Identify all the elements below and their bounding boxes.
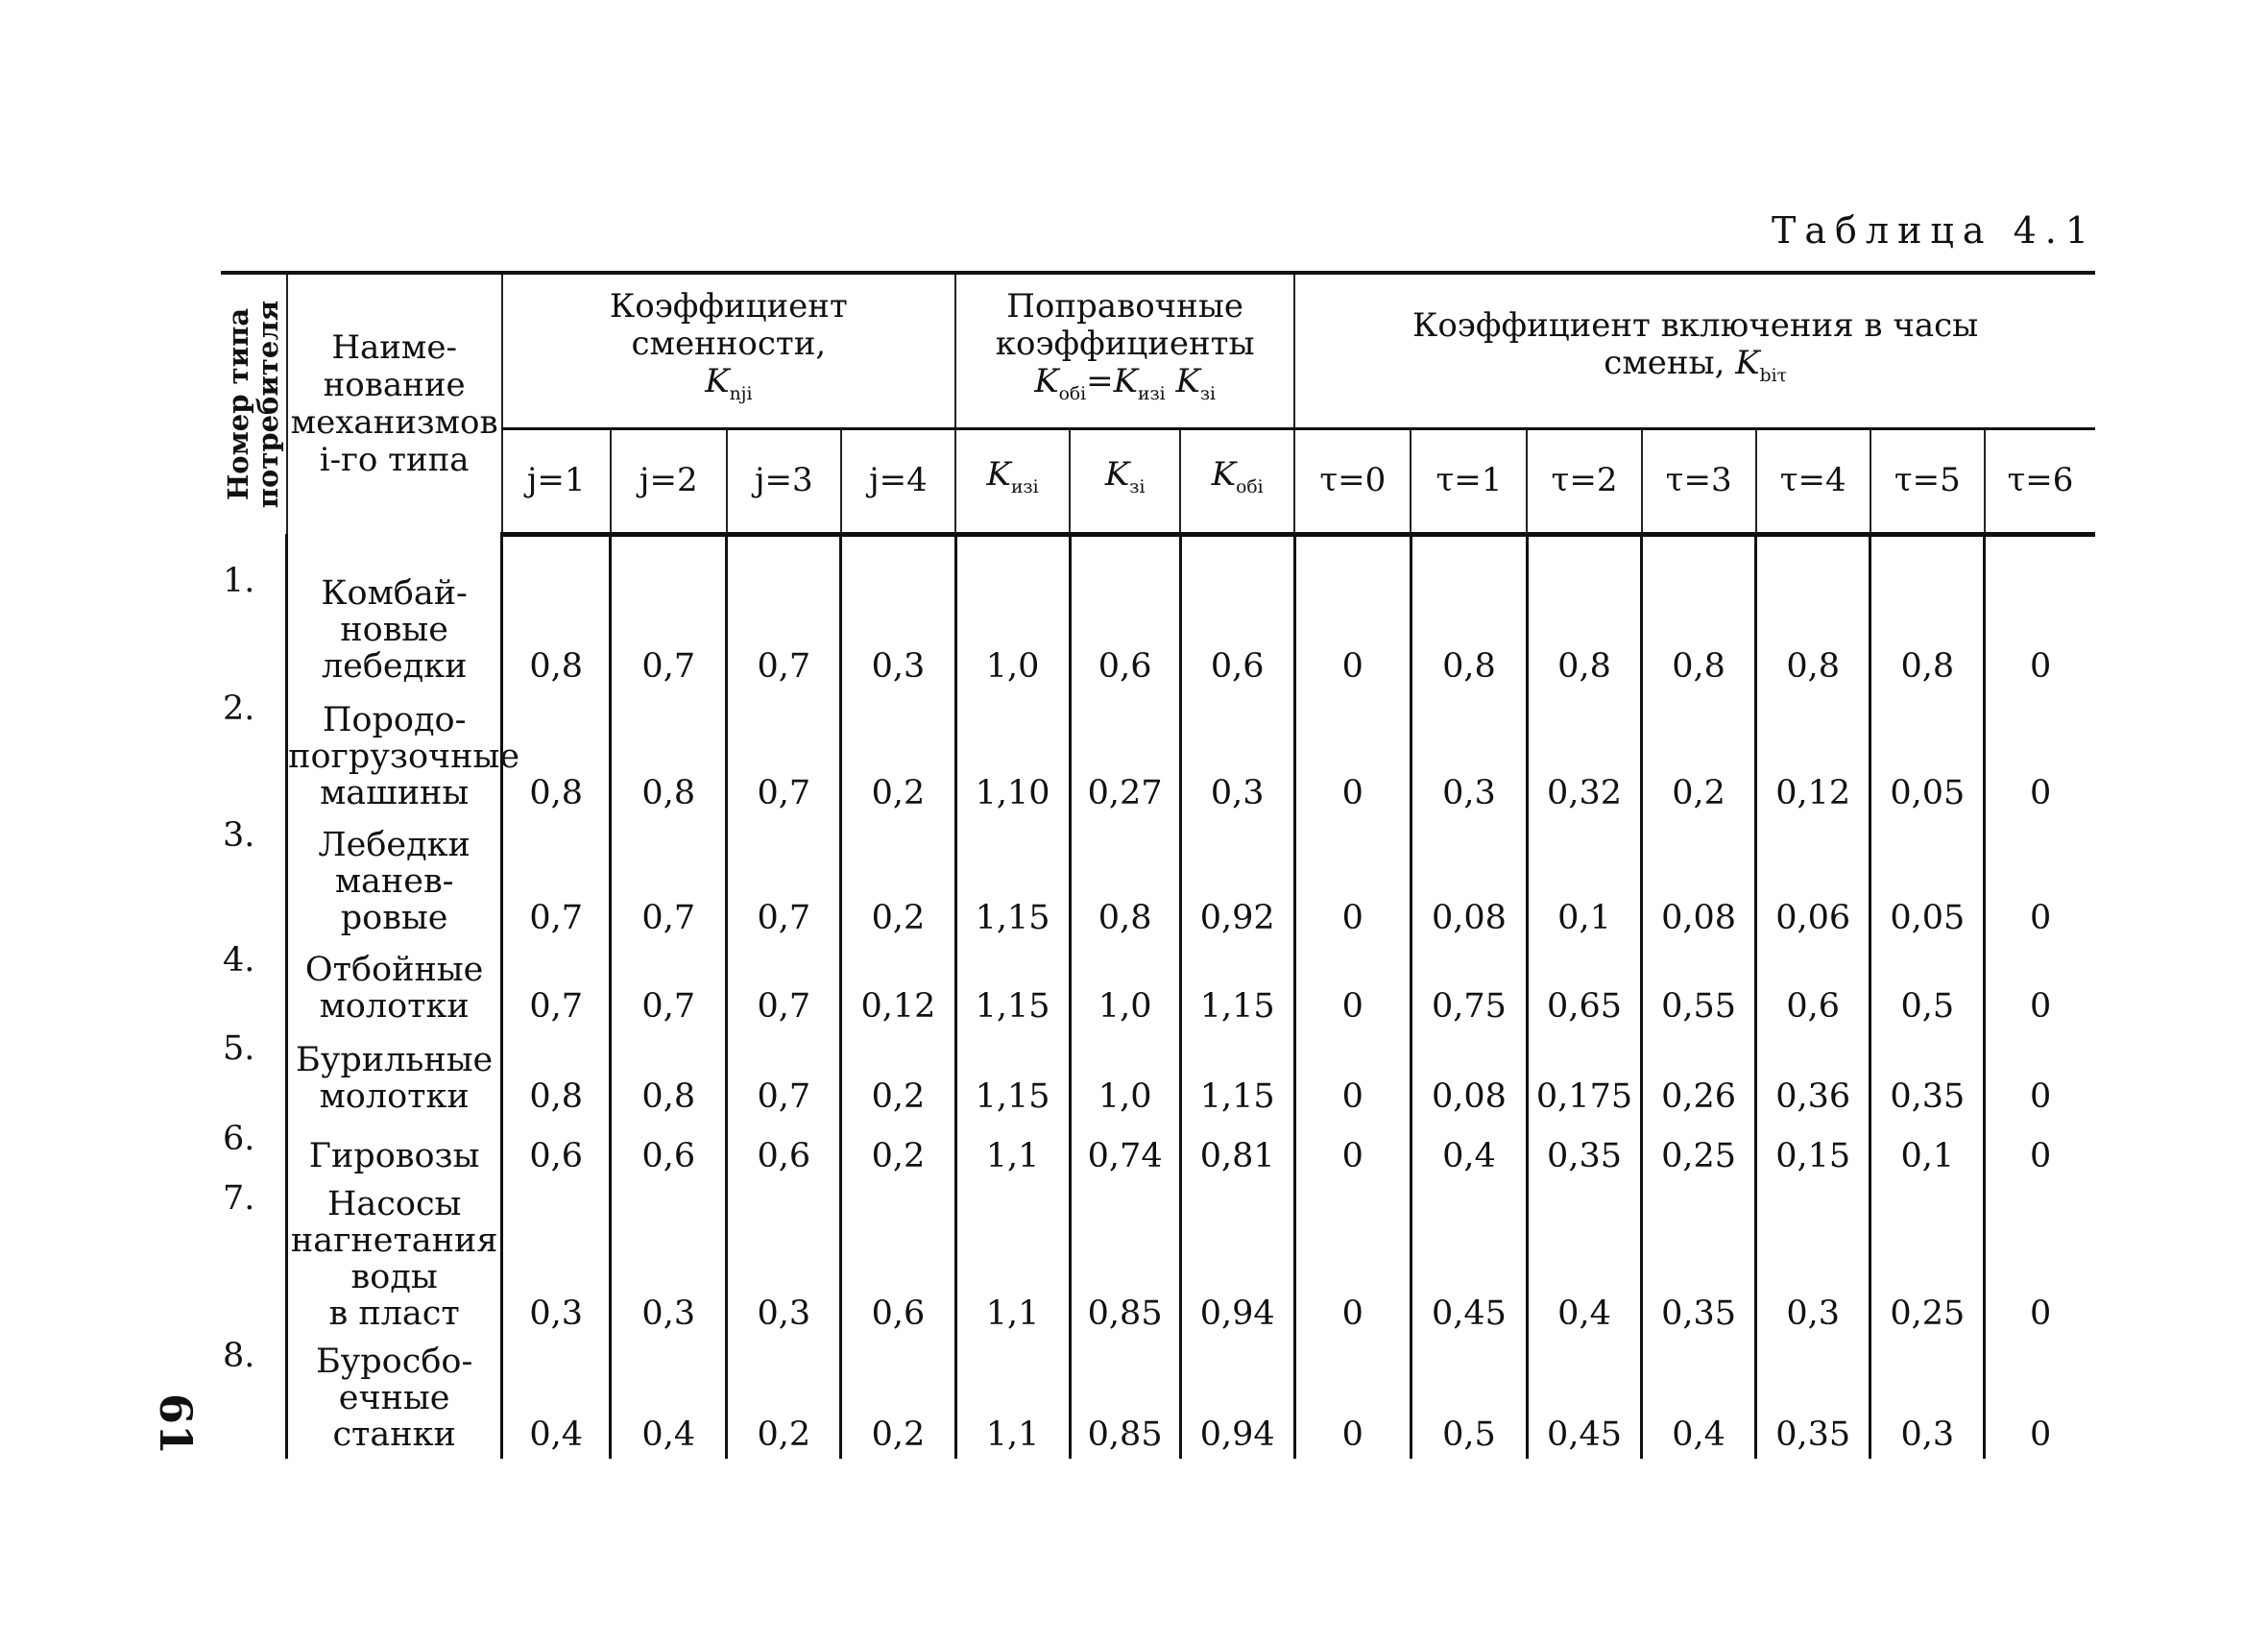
mechanism-name-line: ровые — [340, 898, 448, 937]
value-cell: 0 — [1985, 1338, 2095, 1459]
value-cell: 0,8 — [1756, 534, 1870, 690]
value-cell: 0,6 — [1180, 534, 1294, 690]
value-cell: 0,45 — [1527, 1338, 1641, 1459]
value-cell: 1,0 — [955, 534, 1070, 690]
value-cell: 0,25 — [1870, 1180, 1985, 1338]
value-cell: 0 — [1985, 534, 2095, 690]
value-cell: 0,8 — [611, 1030, 727, 1121]
value-cell: 0,7 — [727, 942, 841, 1030]
value-cell: 0,1 — [1527, 817, 1641, 942]
header-incl-symbol: $K_{bi\tau}$ — [1735, 343, 1787, 386]
value-cell: 0,75 — [1411, 942, 1527, 1030]
value-cell: 0,92 — [1180, 817, 1294, 942]
row-number: 6. — [223, 1119, 255, 1158]
value-cell: 0,3 — [502, 1180, 611, 1338]
value-cell: 0,2 — [841, 1030, 955, 1121]
value-cell: 0,2 — [1642, 690, 1756, 817]
value-cell: 0,36 — [1756, 1030, 1870, 1121]
value-cell: 0,175 — [1527, 1030, 1641, 1121]
value-cell: 1,15 — [1180, 942, 1294, 1030]
value-cell: 0,3 — [1180, 690, 1294, 817]
value-cell: 0,8 — [1527, 534, 1641, 690]
mechanism-name-line: лебедки — [321, 646, 468, 686]
value-cell: 1,10 — [955, 690, 1070, 817]
header-j2: j=2 — [611, 428, 727, 534]
mechanism-name — [287, 690, 520, 817]
mechanism-name-line: молотки — [319, 986, 470, 1026]
header-incl-group — [1294, 273, 2095, 428]
value-cell: 0,4 — [502, 1338, 611, 1459]
table-row — [221, 1338, 2095, 1459]
value-cell: 1,15 — [955, 817, 1070, 942]
mechanism-name — [287, 1338, 502, 1459]
value-cell: 0,05 — [1870, 817, 1985, 942]
value-cell: 0,8 — [611, 690, 727, 817]
header-num-col — [221, 273, 287, 534]
value-cell: 0,74 — [1070, 1121, 1180, 1180]
value-cell: 1,0 — [1070, 942, 1180, 1030]
value-cell: 1,15 — [955, 1030, 1070, 1121]
mechanism-name-line: Гировозы — [308, 1136, 480, 1175]
value-cell: 0 — [1985, 1121, 2095, 1180]
value-cell: 0,7 — [727, 817, 841, 942]
value-cell: 0,27 — [1070, 690, 1180, 817]
value-cell: 0,35 — [1527, 1121, 1641, 1180]
value-cell: 0,32 — [1527, 690, 1641, 817]
header-incl-line1: Коэффициент включения в часы — [1412, 305, 1979, 345]
value-cell: 0,12 — [1756, 690, 1870, 817]
value-cell: 0,35 — [1870, 1030, 1985, 1121]
value-cell: 0,3 — [841, 534, 955, 690]
table-row — [221, 942, 2095, 1030]
table-row — [221, 1030, 2095, 1121]
value-cell: 0 — [1294, 1121, 1411, 1180]
mechanism-name-line: Отбойные — [304, 950, 484, 989]
header-k-z: $K_{зi}$ — [1070, 428, 1180, 534]
value-cell: 0,6 — [841, 1180, 955, 1338]
header-name-col — [287, 273, 502, 534]
value-cell: 0,65 — [1527, 942, 1641, 1030]
value-cell: 0,7 — [611, 817, 727, 942]
value-cell: 0,35 — [1756, 1338, 1870, 1459]
table-row — [221, 1180, 2095, 1338]
row-number: 4. — [223, 940, 255, 980]
value-cell: 0 — [1985, 1030, 2095, 1121]
header-tau5: τ=5 — [1870, 428, 1985, 534]
row-number: 2. — [223, 689, 255, 728]
value-cell: 0,8 — [1070, 817, 1180, 942]
value-cell: 0 — [1294, 534, 1411, 690]
value-cell: 0,5 — [1870, 942, 1985, 1030]
value-cell: 0 — [1294, 942, 1411, 1030]
value-cell: 0,8 — [502, 1030, 611, 1121]
value-cell: 0,85 — [1070, 1180, 1180, 1338]
value-cell: 0 — [1294, 817, 1411, 942]
mechanism-name-line: машины — [320, 773, 470, 812]
value-cell: 0 — [1985, 1180, 2095, 1338]
table-row — [221, 1121, 2095, 1180]
value-cell: 0,26 — [1642, 1030, 1756, 1121]
value-cell: 0,2 — [841, 690, 955, 817]
value-cell: 0,45 — [1411, 1180, 1527, 1338]
value-cell: 0,55 — [1642, 942, 1756, 1030]
row-number: 8. — [223, 1336, 255, 1375]
mechanism-name-line: молотки — [319, 1077, 470, 1116]
row-number: 7. — [223, 1178, 255, 1218]
header-num-line2: потребителя — [251, 300, 284, 509]
value-cell: 0,4 — [1527, 1180, 1641, 1338]
value-cell: 0,35 — [1642, 1180, 1756, 1338]
value-cell: 0,2 — [727, 1338, 841, 1459]
header-name-line2: нование — [323, 366, 466, 404]
header-name-line1: Наиме- — [331, 328, 457, 367]
value-cell: 0,6 — [502, 1121, 611, 1180]
value-cell: 0,6 — [1756, 942, 1870, 1030]
value-cell: 0,85 — [1070, 1338, 1180, 1459]
header-shift-line1: Коэффициент — [609, 287, 848, 327]
value-cell: 1,0 — [1070, 1030, 1180, 1121]
mechanism-name-line: новые — [340, 610, 448, 649]
mechanism-name — [287, 1030, 502, 1121]
mechanism-name-line: Буросбо- — [315, 1342, 473, 1381]
header-tau0: τ=0 — [1294, 428, 1411, 534]
value-cell: 0 — [1294, 1180, 1411, 1338]
value-cell: 0,08 — [1411, 817, 1527, 942]
value-cell: 0,8 — [1642, 534, 1756, 690]
table-caption: Таблица 4.1 — [1772, 209, 2097, 252]
value-cell: 0,8 — [1411, 534, 1527, 690]
header-shift-line2: сменности, — [631, 325, 827, 364]
mechanism-name-line: Насосы — [326, 1184, 462, 1223]
header-corr-line2: коэффициенты — [995, 325, 1255, 364]
value-cell: 0,2 — [841, 817, 955, 942]
value-cell: 1,1 — [955, 1338, 1070, 1459]
header-k-iz: $K_{изi}$ — [955, 428, 1070, 534]
header-num-line1: Номер типа — [221, 307, 254, 501]
value-cell: 0,08 — [1642, 817, 1756, 942]
header-tau4: τ=4 — [1756, 428, 1870, 534]
header-k-ob: $K_{обi}$ — [1180, 428, 1294, 534]
value-cell: 0 — [1294, 1338, 1411, 1459]
header-name-line4: i-го типа — [319, 441, 470, 479]
value-cell: 0,25 — [1642, 1121, 1756, 1180]
header-incl-line2: смены, — [1604, 343, 1725, 382]
value-cell: 0,3 — [1756, 1180, 1870, 1338]
value-cell: 0,7 — [502, 817, 611, 942]
header-tau1: τ=1 — [1411, 428, 1527, 534]
header-corr-line1: Поправочные — [1006, 287, 1243, 327]
mechanism-name-line: нагнетания — [290, 1221, 498, 1260]
header-tau3: τ=3 — [1642, 428, 1756, 534]
header-corr-formula: $K_{обi}=K_{изi}$ $K_{зi}$ — [1034, 362, 1217, 405]
row-number: 3. — [223, 815, 255, 855]
value-cell: 0,81 — [1180, 1121, 1294, 1180]
value-cell: 0,7 — [727, 1030, 841, 1121]
mechanism-name — [287, 942, 502, 1030]
table-row — [221, 817, 2095, 942]
value-cell: 0,08 — [1411, 1030, 1527, 1121]
value-cell: 0,4 — [611, 1338, 727, 1459]
mechanism-name-line: Бурильные — [296, 1040, 494, 1079]
value-cell: 0,8 — [502, 690, 611, 817]
table-row — [221, 690, 2095, 817]
value-cell: 0 — [1985, 817, 2095, 942]
value-cell: 0,6 — [611, 1121, 727, 1180]
mechanism-name-line: погрузочные — [288, 737, 520, 776]
value-cell: 1,1 — [955, 1180, 1070, 1338]
header-j1: j=1 — [502, 428, 611, 534]
table-row — [221, 534, 2095, 690]
header-j3: j=3 — [727, 428, 841, 534]
value-cell: 0,8 — [1870, 534, 1985, 690]
value-cell: 0,94 — [1180, 1180, 1294, 1338]
value-cell: 0,3 — [611, 1180, 727, 1338]
value-cell: 0 — [1294, 690, 1411, 817]
value-cell: 1,15 — [955, 942, 1070, 1030]
table-body — [221, 534, 2095, 1459]
value-cell: 0,05 — [1870, 690, 1985, 817]
header-tau6: τ=6 — [1985, 428, 2095, 534]
value-cell: 0,8 — [502, 534, 611, 690]
mechanism-name — [287, 817, 502, 942]
value-cell: 1,15 — [1180, 1030, 1294, 1121]
value-cell: 0,3 — [1870, 1338, 1985, 1459]
header-j4: j=4 — [841, 428, 955, 534]
data-table — [221, 271, 2095, 1459]
value-cell: 0,7 — [611, 534, 727, 690]
mechanism-name-line: манев- — [334, 861, 454, 901]
row-number: 5. — [223, 1028, 255, 1068]
value-cell: 0,7 — [727, 690, 841, 817]
value-cell: 0 — [1985, 942, 2095, 1030]
value-cell: 0,15 — [1756, 1121, 1870, 1180]
header-tau2: τ=2 — [1527, 428, 1641, 534]
value-cell: 0,2 — [841, 1121, 955, 1180]
header-shift-group — [502, 273, 955, 428]
value-cell: 0,1 — [1870, 1121, 1985, 1180]
value-cell: 0,6 — [1070, 534, 1180, 690]
mechanism-name-line: ечные — [338, 1378, 450, 1417]
mechanism-name-line: воды — [350, 1257, 438, 1296]
value-cell: 0,94 — [1180, 1338, 1294, 1459]
value-cell: 0,06 — [1756, 817, 1870, 942]
value-cell: 0,12 — [841, 942, 955, 1030]
value-cell: 0,4 — [1411, 1121, 1527, 1180]
value-cell: 0 — [1294, 1030, 1411, 1121]
mechanism-name-line: Породо- — [322, 700, 467, 739]
value-cell: 1,1 — [955, 1121, 1070, 1180]
mechanism-name-line: Комбай- — [321, 573, 468, 613]
mechanism-name-line: Лебедки — [318, 825, 470, 864]
value-cell: 0,6 — [727, 1121, 841, 1180]
mechanism-name — [287, 1180, 502, 1338]
value-cell: 0,2 — [841, 1338, 955, 1459]
mechanism-name — [287, 1121, 502, 1180]
value-cell: 0,7 — [611, 942, 727, 1030]
value-cell: 0,5 — [1411, 1338, 1527, 1459]
row-number: 1. — [223, 562, 255, 600]
value-cell: 0,3 — [1411, 690, 1527, 817]
mechanism-name-line: станки — [332, 1415, 456, 1454]
value-cell: 0,7 — [502, 942, 611, 1030]
page-number: 61 — [150, 1392, 202, 1455]
value-cell: 0,7 — [727, 534, 841, 690]
value-cell: 0 — [1985, 690, 2095, 817]
mechanism-name — [287, 534, 502, 690]
header-shift-symbol: $K_{nji}$ — [705, 362, 753, 405]
value-cell: 0,4 — [1642, 1338, 1756, 1459]
header-corr-group — [955, 273, 1294, 428]
mechanism-name-line: в пласт — [328, 1294, 460, 1333]
value-cell: 0,3 — [727, 1180, 841, 1338]
header-name-line3: механизмов — [290, 403, 498, 442]
